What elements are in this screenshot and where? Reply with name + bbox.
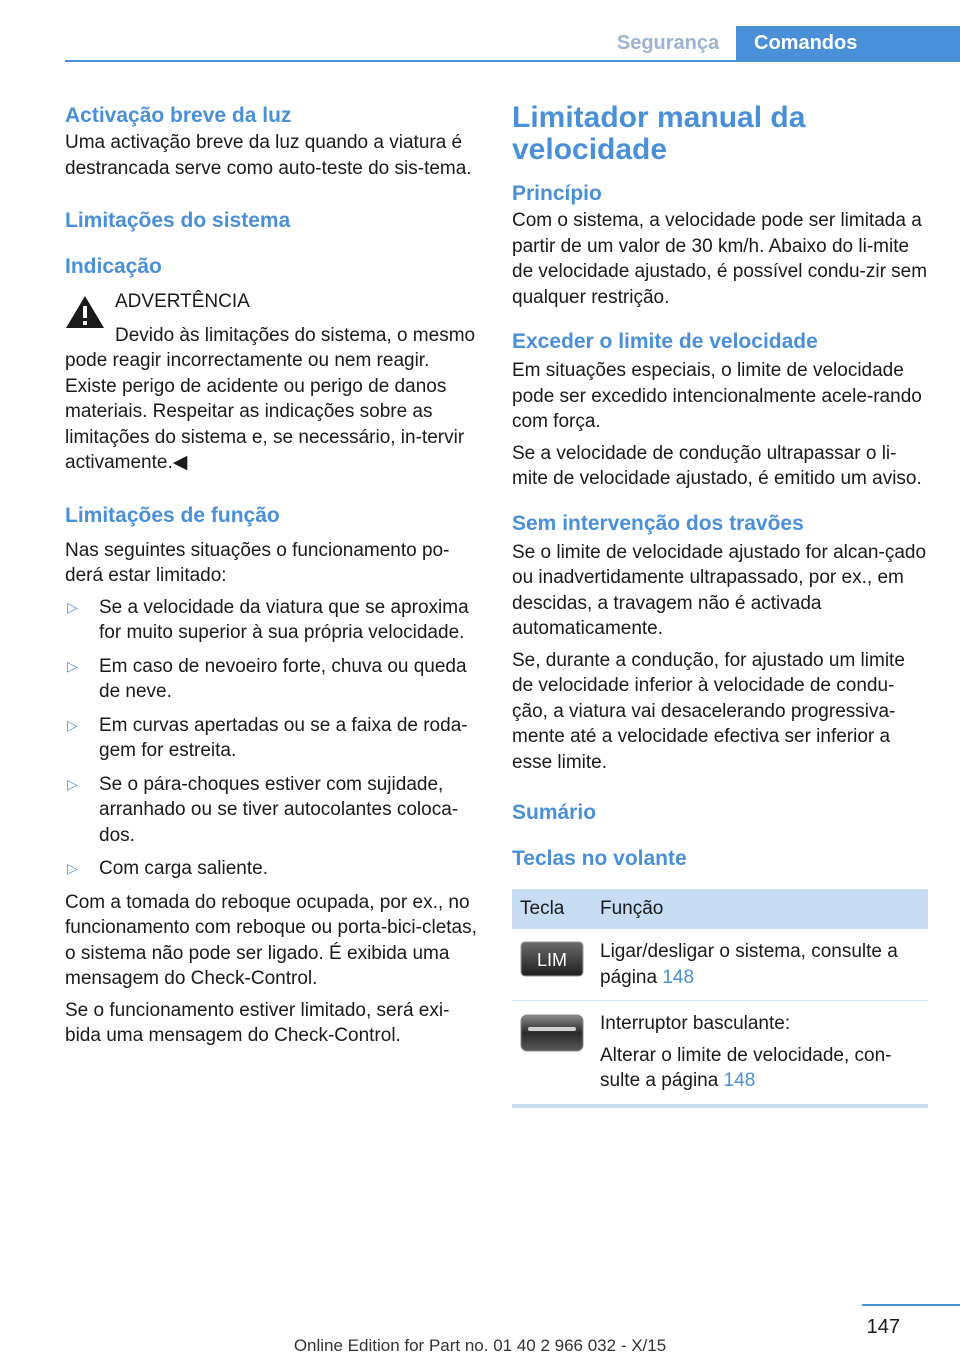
bullet-triangle-icon: ▷: [67, 716, 78, 733]
table-row: [512, 929, 928, 1001]
page-number: 147: [866, 1316, 900, 1338]
edition-text: Online Edition for Part no. 01 40 2 966 032 - X/15: [293, 1336, 667, 1355]
bullet-triangle-icon: ▷: [67, 775, 78, 792]
keys-table: [512, 889, 928, 1108]
paragraph: Se o limite de velocidade ajustado for alcan-çado ou inadvertidamente ultrapassado, por ex., em descidas, a travagem não é activada automaticamente.: [512, 541, 927, 639]
page-title: Limitador manual da velocidade: [512, 101, 806, 166]
heading-limitacoes: Limitações do sistema: [65, 209, 291, 232]
right-column: [512, 102, 928, 1108]
page-ref-link[interactable]: 148: [662, 966, 695, 988]
paragraph: Nas seguintes situações o funcionamento po-derá estar limitado:: [65, 539, 450, 586]
table-header-key: Tecla: [512, 889, 592, 929]
list-item: ▷ Em caso de nevoeiro forte, chuva ou queda de neve.: [67, 655, 467, 702]
bullet-triangle-icon: ▷: [67, 657, 78, 674]
heading-sumario: Sumário: [512, 801, 597, 824]
heading-exceder: Exceder o limite de velocidade: [512, 330, 818, 353]
table-row: [512, 1001, 928, 1106]
header-rule: [65, 60, 960, 62]
table-cell: Ligar/desligar o sistema, consulte a página 148: [592, 929, 928, 1001]
paragraph: Com o sistema, a velocidade pode ser limitada a partir de um valor de 30 km/h. Abaixo do li-mite de velocidade ajustado, é possível condu-zir sem qualquer restrição.: [512, 210, 928, 308]
bullet-triangle-icon: ▷: [67, 598, 78, 615]
paragraph: Uma activação breve da luz quando a viatura é destrancada serve como auto-teste do sis-tema.: [65, 132, 472, 179]
list-item: ▷ Se o pára-choques estiver com sujidade, arranhado ou se tiver autocolantes coloca-dos.: [67, 773, 459, 846]
left-column: [65, 102, 481, 1055]
table-cell: Interruptor basculante: Alterar o limite de velocidade, con-sulte a página 148: [592, 1001, 928, 1106]
paragraph: Se o funcionamento estiver limitado, será exi-bida uma mensagem do Check-Control.: [65, 999, 450, 1046]
list-item: ▷ Em curvas apertadas ou se a faixa de roda-gem for estreita.: [67, 714, 468, 761]
heading-limitacoes-funcao: Limitações de função: [65, 503, 280, 527]
warning-body: Devido às limitações do sistema, o mesmo pode reagir incorrectamente ou nem reagir. Existe perigo de acidente ou perigo de danos materiais. Respeitar as indicações sobre as limitações do sistema e, se necessário, in-tervir activamente.◀: [65, 324, 476, 473]
bullet-triangle-icon: ▷: [67, 860, 78, 876]
heading-activacao: Activação breve da luz: [65, 104, 292, 127]
list-item: ▷ Se a velocidade da viatura que se aproxima for muito superior à sua própria velocidade.: [67, 596, 469, 643]
bullet-list: [65, 595, 481, 882]
heading-principio: Princípio: [512, 182, 602, 205]
table-header-function: Função: [592, 889, 928, 929]
paragraph: Se, durante a condução, for ajustado um limite de velocidade inferior à velocidade de condu-ção, a viatura vai desacelerando progressiva-mente até a velocidade efectiva ser inferior a esse limite.: [512, 649, 905, 773]
paragraph: Se a velocidade de condução ultrapassar o li-mite de velocidade ajustado, é emitido um aviso.: [512, 442, 922, 489]
lim-key-label: LIM: [536, 950, 568, 970]
rocker-switch-icon: [520, 1013, 584, 1053]
footer-rule: [862, 1304, 960, 1306]
heading-teclas: Teclas no volante: [512, 847, 687, 870]
lim-button-icon: [520, 941, 584, 977]
paragraph: Em situações especiais, o limite de velocidade pode ser excedido intencionalmente acele-rando com força.: [512, 360, 922, 432]
paragraph: Com a tomada do reboque ocupada, por ex., no funcionamento com reboque ou porta-bici-cletas, o sistema não pode ser ligado. É exibida uma mensagem do Check-Control.: [65, 891, 477, 989]
warning-triangle-icon: [65, 295, 105, 329]
tab-seguranca[interactable]: Segurança: [616, 32, 720, 54]
heading-travoes: Sem intervenção dos travões: [512, 511, 804, 535]
heading-indicacao: Indicação: [65, 255, 162, 278]
page-ref-link[interactable]: 148: [723, 1070, 756, 1091]
warning-block: [65, 289, 481, 476]
tab-comandos[interactable]: Comandos: [736, 26, 960, 60]
warning-title: ADVERTÊNCIA: [115, 291, 250, 312]
list-item: ▷ Com carga saliente.: [65, 856, 481, 882]
